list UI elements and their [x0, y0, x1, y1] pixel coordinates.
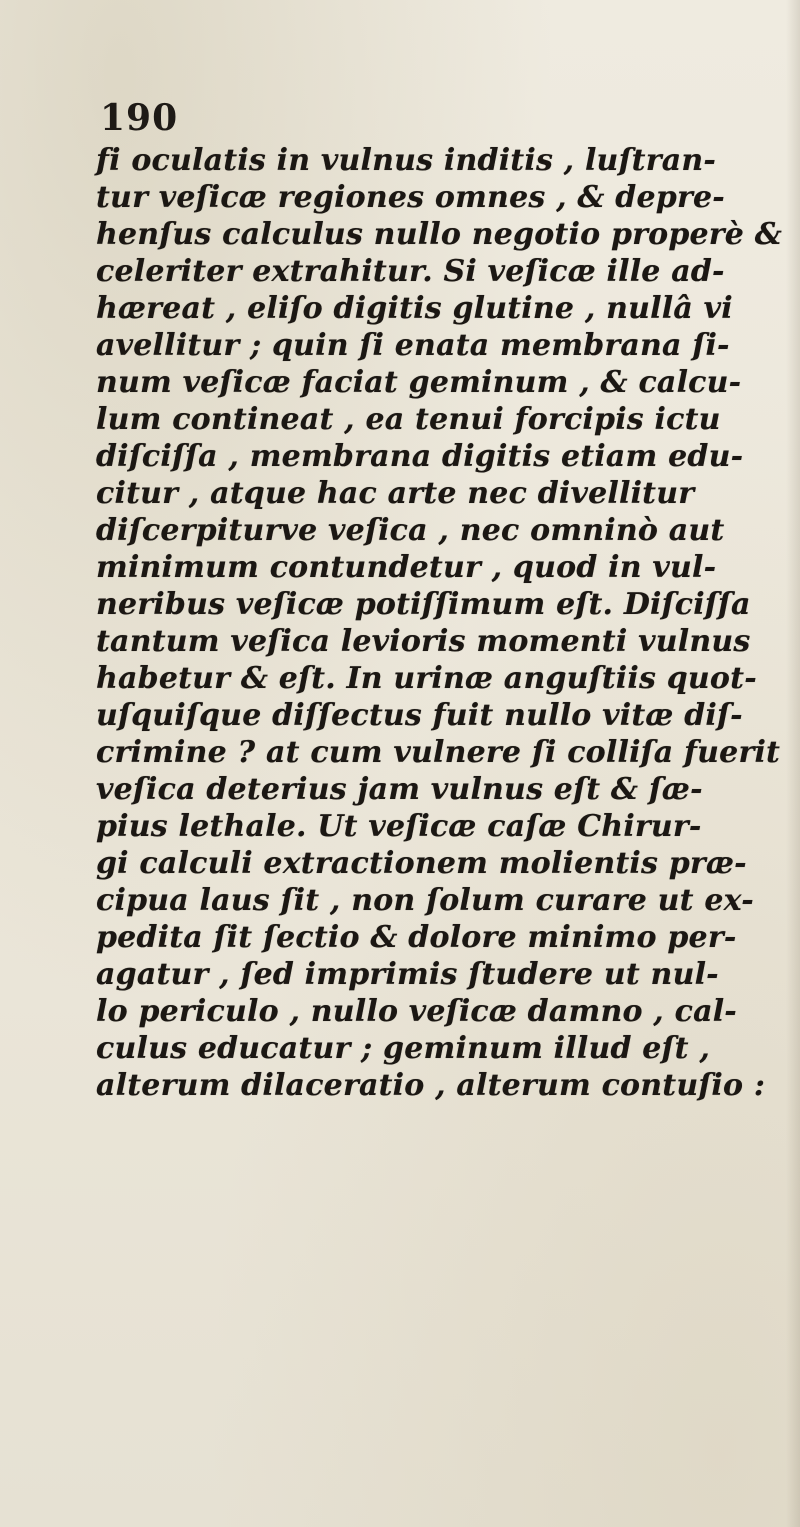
- text-line-22: pedita ſit ſectio & dolore minimo per-: [96, 920, 737, 955]
- text-line-4: celeriter extrahitur. Si veſicæ ille ad-: [96, 254, 725, 289]
- text-line-9: diſciſſa , membrana digitis etiam edu-: [96, 439, 744, 474]
- text-line-10: citur , atque hac arte nec divellitur: [96, 476, 695, 511]
- text-line-1: fi oculatis in vulnus inditis , luſtran-: [96, 143, 717, 178]
- page-edge-shadow: [786, 0, 800, 1527]
- text-line-17: crimine ? at cum vulnere ſi colliſa fuerit: [96, 735, 781, 770]
- text-line-19: pius lethale. Ut veſicæ caſæ Chirur-: [96, 809, 702, 844]
- text-line-16: uſquiſque diſſectus fuit nullo vitæ diſ-: [96, 698, 743, 733]
- text-line-25: culus educatur ; geminum illud eſt ,: [96, 1031, 711, 1066]
- text-line-24: lo periculo , nullo veſicæ damno , cal-: [96, 994, 737, 1029]
- text-line-26: alterum dilaceratio , alterum contuſio :: [96, 1068, 766, 1103]
- text-line-7: num veſicæ faciat geminum , & calcu-: [96, 365, 742, 400]
- text-line-2: tur veſicæ regiones omnes , & depre-: [96, 180, 725, 215]
- text-line-8: lum contineat , ea tenui forcipis ictu: [96, 402, 721, 437]
- text-line-11: diſcerpiturve veſica , nec omninò aut: [96, 513, 725, 548]
- text-line-3: henſus calculus nullo negotio properè &: [96, 217, 783, 252]
- text-line-12: minimum contundetur , quod in vul-: [96, 550, 717, 585]
- text-line-18: veſica deterius jam vulnus eſt & ſæ-: [96, 772, 703, 807]
- text-line-6: avellitur ; quin ſi enata membrana ſi-: [96, 328, 730, 363]
- text-line-21: cipua laus ſit , non ſolum curare ut ex-: [96, 883, 754, 918]
- text-line-13: neribus veſicæ potiſſimum eſt. Diſciſſa: [96, 587, 751, 622]
- text-line-23: agatur , ſed imprimis ſtudere ut nul-: [96, 957, 719, 992]
- page-number: 190: [100, 97, 179, 139]
- body-text: [96, 142, 786, 1104]
- text-line-14: tantum veſica levioris momenti vulnus: [96, 624, 751, 659]
- text-line-20: gi calculi extractionem molientis præ-: [96, 846, 747, 881]
- text-line-5: hæreat , eliſo digitis glutine , nullâ vi: [96, 291, 733, 326]
- text-line-15: habetur & eſt. In urinæ anguſtiis quot-: [96, 661, 757, 696]
